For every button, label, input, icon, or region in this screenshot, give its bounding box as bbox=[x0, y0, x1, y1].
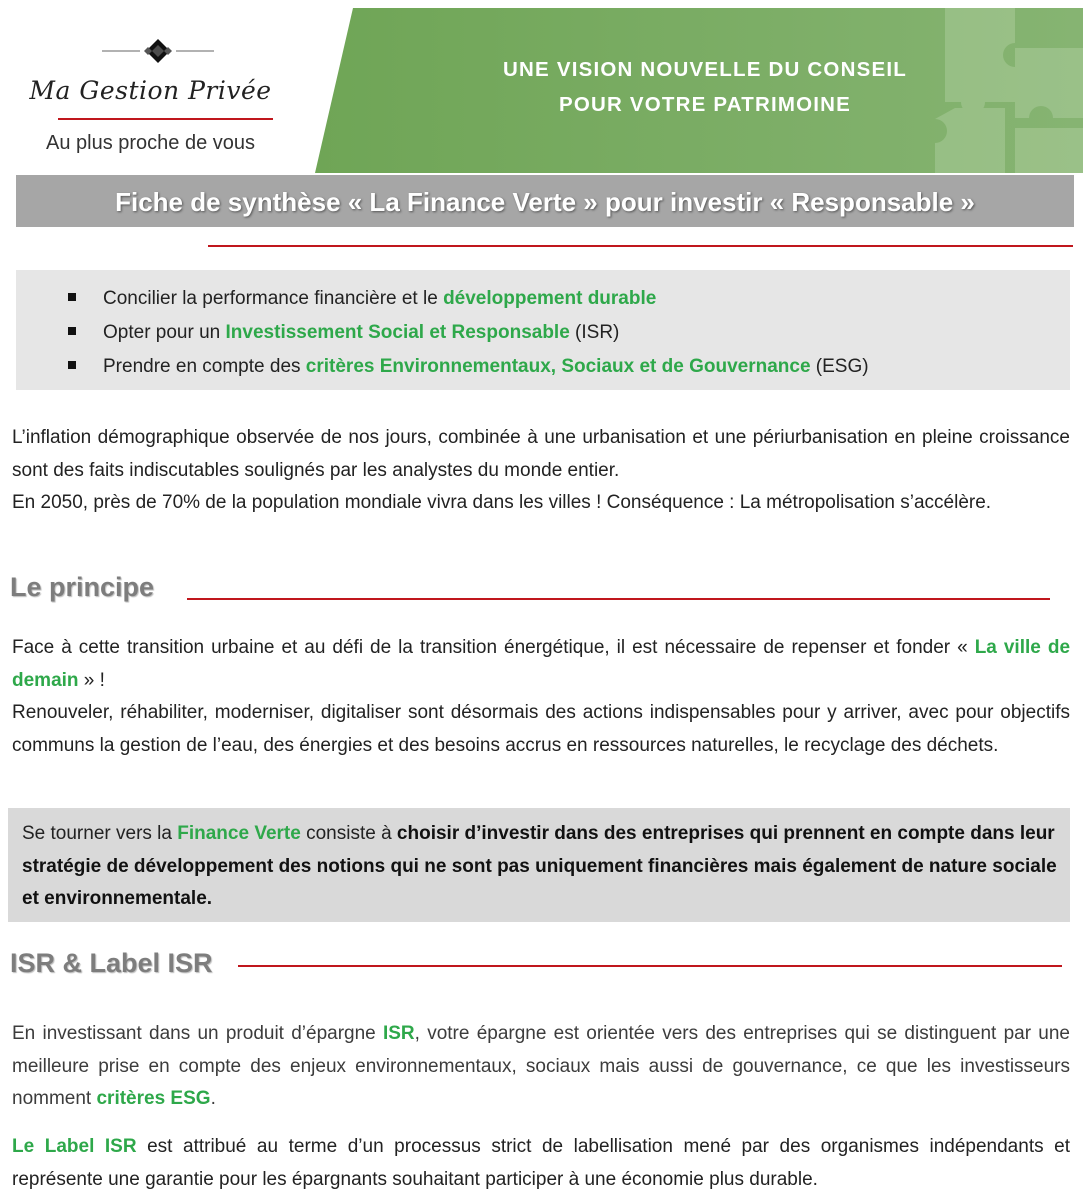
square-bullet-icon bbox=[68, 293, 76, 301]
square-bullet-icon bbox=[68, 361, 76, 369]
banner-line-1: UNE VISION NOUVELLE DU CONSEIL bbox=[503, 58, 907, 81]
label-isr-paragraph: Le Label ISR est attribué au terme d’un processus strict de labellisation mené par des organismes indépendants et représente une garantie pour les épargnants souhaitant participer à une économie plus durable. bbox=[12, 1136, 1070, 1190]
bullet-item: Concilier la performance financière et le développement durable bbox=[68, 282, 1070, 316]
logo-divider bbox=[58, 118, 273, 120]
square-bullet-icon bbox=[68, 327, 76, 335]
principe-paragraph: Face à cette transition urbaine et au défi de la transition énergétique, il est nécessaire de repenser et fonder « La ville de demain » ! Renouveler, réhabiliter, moderniser, digitaliser sont désormais des actions indispensables pour y arriver, avec pour objectifs communs la gestion de l’eau, des énergies et des besoins accrus en ressources naturelles, le recyclage des déchets. bbox=[12, 637, 1071, 756]
logo-name: Ma Gestion Privée bbox=[29, 76, 272, 105]
intro-paragraph: L’inflation démographique observée de nos jours, combinée à une urbanisation et une périurbanisation en pleine croissance sont des faits indiscutables soulignés par les analystes du monde entier. En 2050, près de 70% de la population mondiale vivra dans les villes ! Conséquence : La métropolisation s’accélère. bbox=[12, 427, 1070, 513]
diamond-icon bbox=[98, 36, 218, 66]
isr-paragraph: En investissant dans un produit d’épargne ISR, votre épargne est orientée vers des entreprises qui se distinguent par une meilleure prise en compte des enjeux environnementaux, sociaux mais aussi de gouvernance, ce que les investisseurs nomment critères ESG. bbox=[12, 1023, 1070, 1109]
section-divider bbox=[238, 965, 1062, 967]
banner-line-2: POUR VOTRE PATRIMOINE bbox=[558, 93, 852, 116]
company-logo bbox=[18, 8, 283, 166]
page-header bbox=[0, 0, 1083, 175]
bullet-item: Prendre en compte des critères Environnementaux, Sociaux et de Gouvernance (ESG) bbox=[68, 350, 1070, 384]
section-title-principe: Le principe bbox=[10, 572, 155, 602]
section-divider bbox=[187, 598, 1050, 600]
title-underline bbox=[208, 245, 1073, 247]
page-title: Fiche de synthèse « La Finance Verte » pour investir « Responsable » bbox=[16, 175, 1074, 227]
finance-verte-callout: Se tourner vers la Finance Verte consiste à choisir d’investir dans des entreprises qui prennent en compte dans leur stratégie de développement des notions qui ne sont pas uniquement financières mais également de nature sociale et environnementale. bbox=[8, 808, 1070, 922]
bullet-item: Opter pour un Investissement Social et Responsable (ISR) bbox=[68, 316, 1070, 350]
banner-slogan bbox=[330, 52, 1080, 122]
key-points-box bbox=[16, 270, 1070, 390]
section-title-isr: ISR & Label ISR bbox=[10, 948, 213, 978]
logo-tagline: Au plus proche de vous bbox=[45, 132, 256, 154]
